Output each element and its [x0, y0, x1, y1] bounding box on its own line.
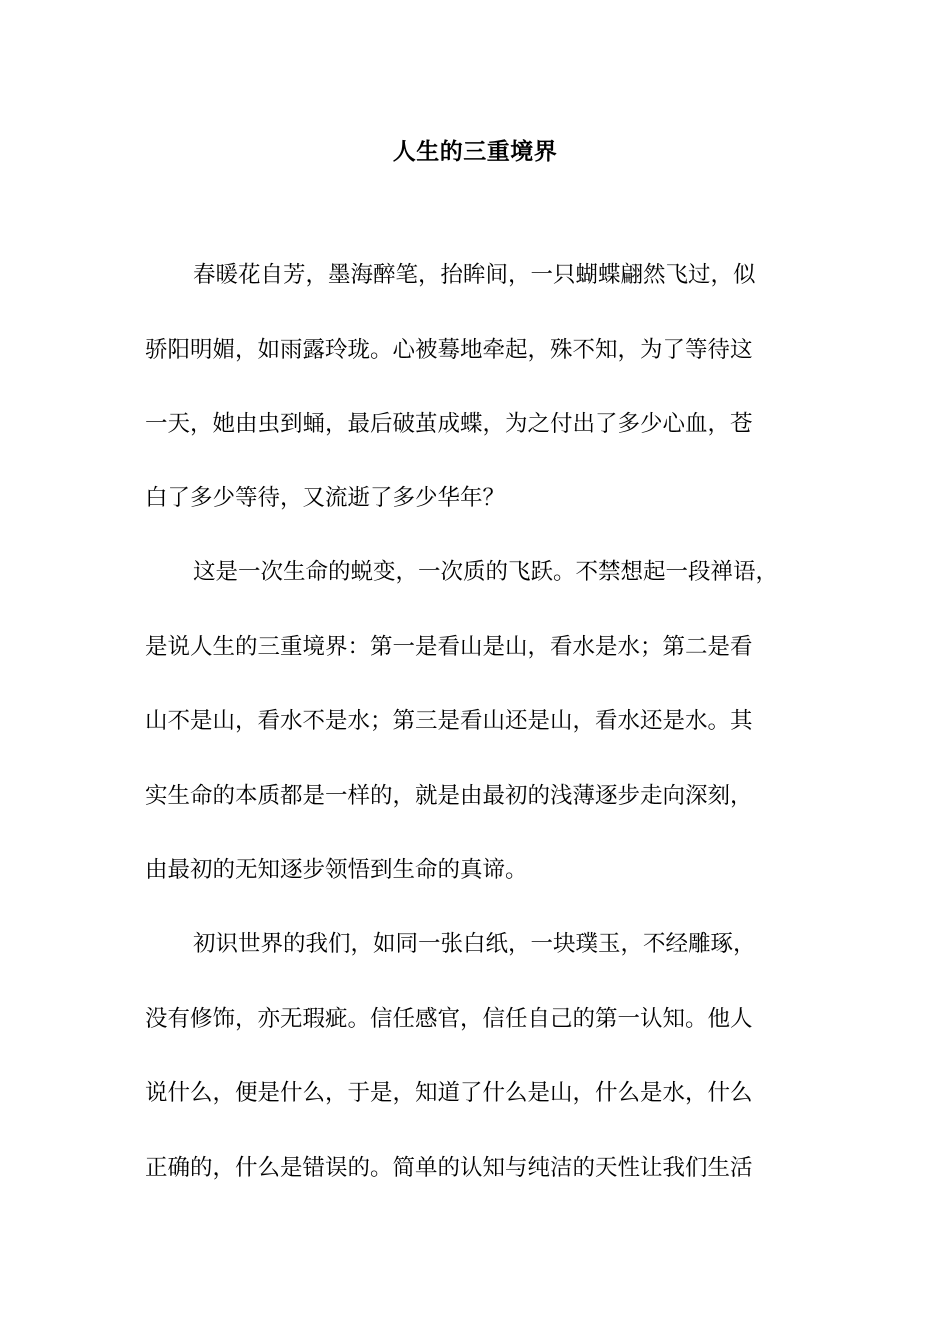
paragraph-1-line-1: 春暖花自芳，墨海醉笔，抬眸间，一只蝴蝶翩然飞过，似 [193, 262, 756, 288]
paragraph-2-line-4: 实生命的本质都是一样的，就是由最初的浅薄逐步走向深刻， [145, 783, 753, 809]
paragraph-2-line-2: 是说人生的三重境界：第一是看山是山，看水是水；第二是看 [145, 634, 753, 660]
document-title: 人生的三重境界 [392, 138, 558, 165]
paragraph-3-line-1: 初识世界的我们，如同一张白纸，一块璞玉，不经雕琢， [193, 931, 756, 957]
paragraph-1-line-2: 骄阳明媚，如雨露玲珑。心被蓦地牵起，殊不知，为了等待这 [145, 337, 753, 363]
paragraph-2-line-1: 这是一次生命的蜕变，一次质的飞跃。不禁想起一段禅语， [193, 559, 779, 585]
paragraph-1-line-3: 一天，她由虫到蛹，最后破茧成蝶，为之付出了多少心血，苍 [145, 411, 753, 437]
paragraph-1-line-4: 白了多少等待，又流逝了多少华年？ [145, 485, 506, 511]
paragraph-3-line-2: 没有修饰，亦无瑕疵。信任感官，信任自己的第一认知。他人 [145, 1006, 753, 1032]
paragraph-2-line-3: 山不是山，看水不是水；第三是看山还是山，看水还是水。其 [145, 708, 753, 734]
paragraph-2-line-5: 由最初的无知逐步领悟到生命的真谛。 [145, 857, 528, 883]
paragraph-3-line-4: 正确的，什么是错误的。简单的认知与纯洁的天性让我们生活 [145, 1155, 753, 1181]
paragraph-3-line-3: 说什么，便是什么，于是，知道了什么是山，什么是水，什么 [145, 1080, 753, 1106]
